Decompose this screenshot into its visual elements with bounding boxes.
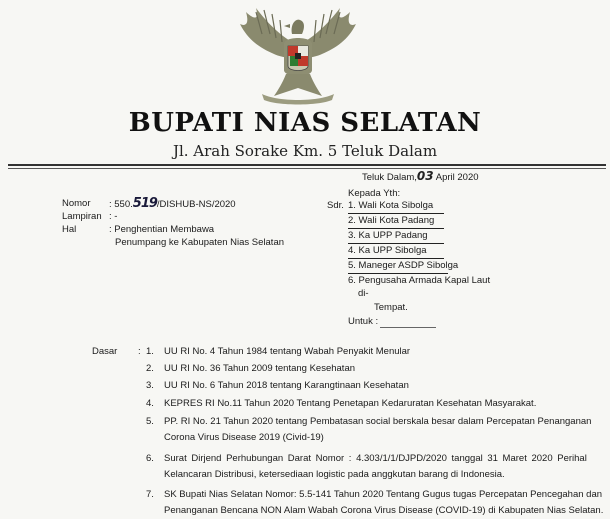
date-month-year: April 2020 <box>435 172 479 183</box>
nomor-prefix: : 550. <box>109 199 133 210</box>
recipient-6: 6. Pengusaha Armada Kapal Laut <box>348 275 491 286</box>
recipient-5: 5. Maneger ASDP Sibolga <box>348 260 459 271</box>
lampiran-label: Lampiran <box>62 211 102 222</box>
dasar-item-num: 5. <box>146 416 154 427</box>
dasar-item-num: 1. <box>146 346 154 357</box>
recipient-rule <box>348 243 444 244</box>
dasar-item-num: 6. <box>146 453 154 464</box>
dasar-item-text: PP. RI No. 21 Tahun 2020 tentang Pembatasan social berskala besar dalam Percepatan Penanganan <box>164 416 592 427</box>
dasar-item-text: SK Bupati Nias Selatan Nomor: 5.5-141 Tahun 2020 Tentang Gugus tugas Percepatan Pencegahan dan <box>164 489 603 500</box>
untuk-underline <box>380 327 436 328</box>
recipient-rule <box>348 228 444 229</box>
dasar-item-num: 2. <box>146 363 154 374</box>
letter-date <box>362 170 479 184</box>
dasar-item-num: 4. <box>146 398 154 409</box>
date-day: 03 <box>416 169 434 183</box>
untuk-label: Untuk : <box>348 316 379 327</box>
dasar-item-text: UU RI No. 4 Tahun 1984 tentang Wabah Penyakit Menular <box>164 346 411 357</box>
sdr-label: Sdr. <box>327 200 344 211</box>
nomor-label: Nomor <box>62 198 91 209</box>
nomor-value <box>109 198 236 211</box>
dasar-item-text-cont: Corona Virus Disease 2019 (Civid-19) <box>164 432 324 443</box>
dasar-colon: : <box>138 346 141 357</box>
garuda-emblem-icon <box>238 4 358 106</box>
recipient-tempat: Tempat. <box>374 302 408 313</box>
dasar-item-num: 7. <box>146 489 154 500</box>
dasar-label: Dasar <box>92 346 118 357</box>
nomor-handwritten: 519 <box>132 196 157 211</box>
lampiran-value: : - <box>109 211 118 222</box>
recipient-di: di- <box>358 288 369 299</box>
recipient-rule <box>348 273 448 274</box>
recipient-1: 1. Wali Kota Sibolga <box>348 200 434 211</box>
letterhead-address: Jl. Arah Sorake Km. 5 Teluk Dalam <box>172 142 438 160</box>
letterhead-rule <box>8 164 606 166</box>
dasar-item-text: UU RI No. 6 Tahun 2018 tentang Karangtinaan Kesehatan <box>164 380 409 391</box>
dasar-item-text-cont: Kelancaran Distribusi, ketersediaan logistic pada anggkutan barang di Indonesia. <box>164 469 505 480</box>
hal-value-line1: : Penghentian Membawa <box>109 224 215 235</box>
hal-label: Hal <box>62 224 77 235</box>
dasar-item-text: Surat Dirjend Perhubungan Darat Nomor : 4.303/1/1/DJPD/2020 tanggal 31 Maret 2020 Perihal <box>164 453 587 464</box>
recipient-2: 2. Wali Kota Padang <box>348 215 435 226</box>
recipient-rule <box>348 258 444 259</box>
dasar-item-num: 3. <box>146 380 154 391</box>
hal-value-line2: Penumpang ke Kabupaten Nias Selatan <box>115 237 285 248</box>
kepada-yth: Kepada Yth: <box>348 188 401 199</box>
recipient-rule <box>348 213 444 214</box>
recipient-3: 3. Ka UPP Padang <box>348 230 428 241</box>
date-place: Teluk Dalam, <box>362 172 417 183</box>
dasar-item-text: KEPRES RI No.11 Tahun 2020 Tentang Penetapan Kedaruratan Kesehatan Masyarakat. <box>164 398 537 409</box>
letterhead-rule-thin <box>8 168 606 169</box>
nomor-suffix: /DISHUB-NS/2020 <box>156 199 236 210</box>
letterhead-title: BUPATI NIAS SELATAN <box>128 108 482 138</box>
dasar-item-text: UU RI No. 36 Tahun 2009 tentang Kesehatan <box>164 363 356 374</box>
recipient-4: 4. Ka UPP Sibolga <box>348 245 427 256</box>
dasar-item-text-cont: Penanganan Bencana NON Alam Wabah Corona Virus Disease (COVID-19) di Kabupaten Nias Selatan. <box>164 505 604 516</box>
